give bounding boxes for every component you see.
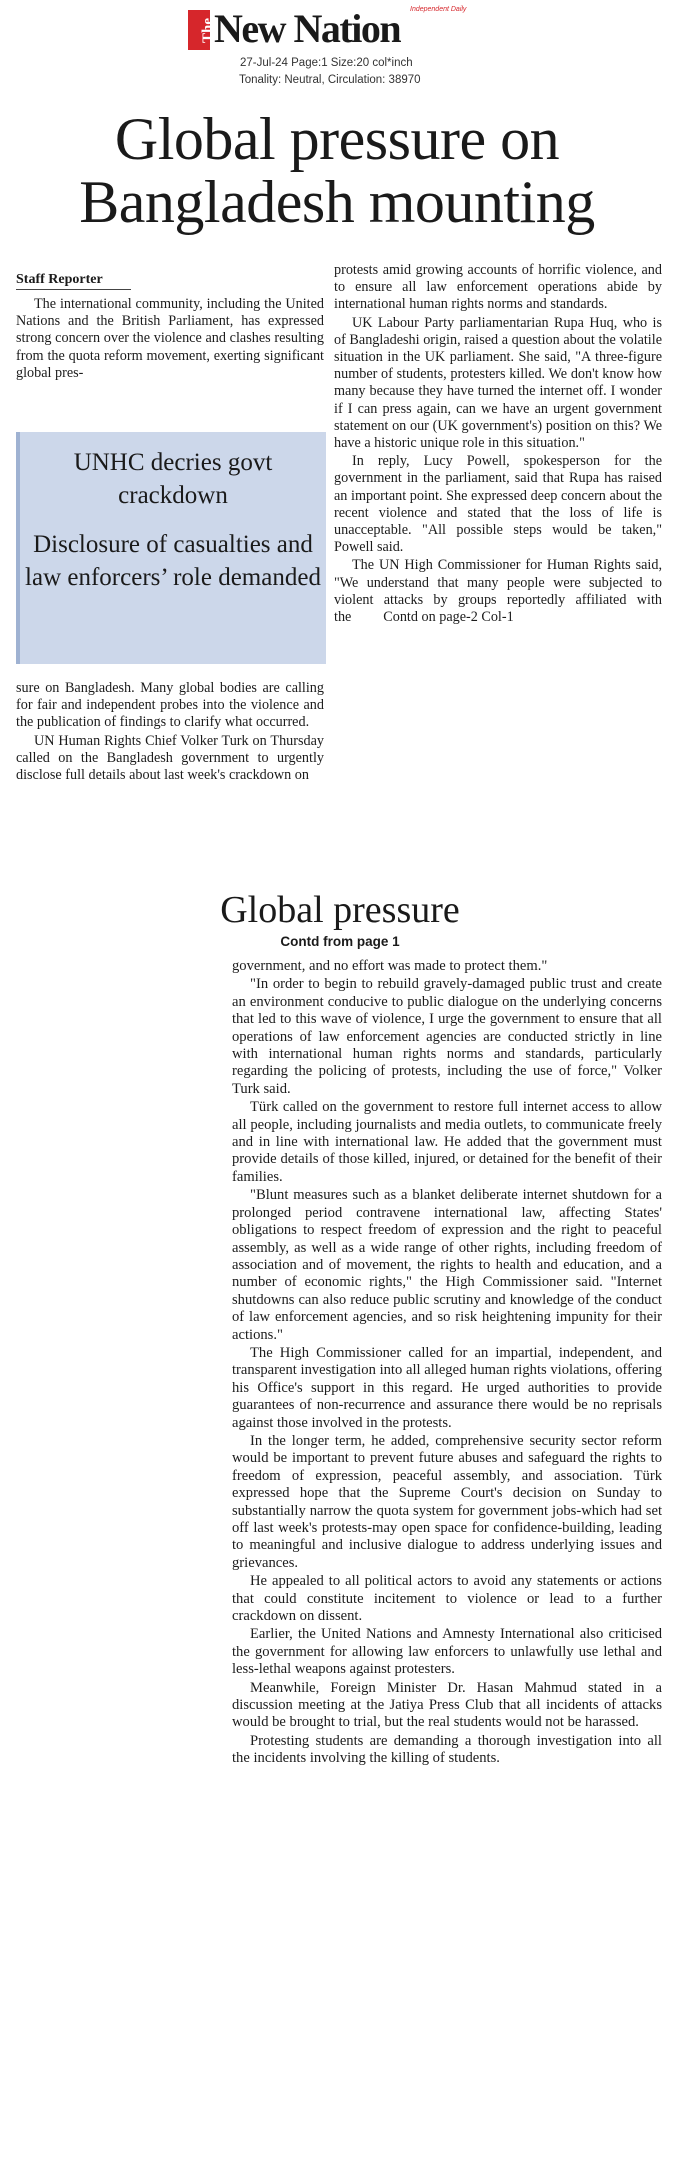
byline: Staff Reporter (16, 272, 103, 287)
headline-line1: Global pressure on (114, 106, 560, 172)
continuation-paragraph: Türk called on the government to restore full internet access to allow all people, including journalists and media outlets, to communicate freely and in line with international law. He added that the government must provide details of those killed, injured, or detained for the benefit of their families. (232, 1099, 662, 1185)
continuation-paragraph: In the longer term, he added, comprehensive security sector reform would be important to prevent future abuses and safeguard the rights to freedom of expression, peaceful assembly, and association. Türk expressed hope that the Supreme Court's decision on Sunday to substantially narrow the quota system for government jobs-which had set off last week's protests-may open space for confidence-building, leading to meaningful and inclusive dialogue to address underlying issues and grievances. (232, 1432, 662, 1571)
highlight-box (16, 432, 326, 664)
continuation-subtitle: Contd from page 1 (280, 934, 400, 949)
continuation-column (232, 958, 662, 1769)
masthead (188, 4, 488, 100)
masthead-tagline: Independent Daily (410, 6, 467, 13)
article-paragraph: UK Labour Party parliamentarian Rupa Huq, who is of Bangladeshi origin, raised a question about the volatile situation in the UK parliament. She said, "A three-figure number of students, protesters killed. We don't know how many because they have turned the internet off. I wonder if I can press again, can we have an urgent government statement on our (UK government's) position on this? We have a historic unique role in this situation." (334, 314, 662, 452)
masthead-name: New Nation (214, 6, 401, 51)
article-column-2 (334, 262, 662, 627)
article-column-1-bottom (16, 680, 324, 785)
headline (22, 108, 652, 234)
article-paragraph: The international community, including the United Nations and the British Parliament, has expressed strong concern over the violence and clashes resulting from the quota reform movement, exerting significant global pres- (16, 296, 324, 381)
byline-rule (16, 289, 131, 290)
article-paragraph: UN Human Rights Chief Volker Turk on Thursday called on the Bangladesh government to urgently disclose full details about last week's crackdown on (16, 732, 324, 784)
continuation-paragraph: Meanwhile, Foreign Minister Dr. Hasan Mahmud stated in a discussion meeting at the Jatiya Press Club that all incidents of attacks would be brought to trial, but the real students would not be harassed. (232, 1679, 662, 1731)
continuation-paragraph: The High Commissioner called for an impartial, independent, and transparent investigation into all alleged human rights violations, offering his Office's support in this regard. He urged authorities to provide guarantees of non-recurrence and assurance there would be no reprisals against those involved in the protests. (232, 1344, 662, 1431)
clipping-meta-date: 27-Jul-24 Page:1 Size:20 col*inch (240, 57, 413, 69)
continuation-paragraph: Earlier, the United Nations and Amnesty International also criticised the government for allowing law enforcers to unlawfully use lethal and less-lethal weapons against protesters. (232, 1626, 662, 1678)
highlight-line-2: Disclosure of casualties and law enforcers’ role demanded (25, 531, 321, 591)
continuation-paragraph: Protesting students are demanding a thorough investigation into all the incidents involving the killing of students. (232, 1732, 662, 1767)
continuation-paragraph: government, and no effort was made to protect them." (232, 958, 548, 974)
highlight-line-1: UNHC decries govt crackdown (73, 449, 273, 509)
article-paragraph: In reply, Lucy Powell, spokesperson for the government in the parliament, said that Rupa has raised an important point. She expressed deep concern about the recent violence and stated that the loss of life is unacceptable. "All possible steps would be taken," Powell said. (334, 453, 662, 556)
clipping-meta-tonality: Tonality: Neutral, Circulation: 38970 (239, 74, 421, 86)
continuation-title: Global pressure (220, 889, 460, 931)
continued-note: Contd on page-2 Col-1 (383, 609, 514, 626)
continuation-paragraph: He appealed to all political actors to avoid any statements or actions that could constitute incitement to violence or lead to a further crackdown on dissent. (232, 1573, 662, 1625)
headline-line2: Bangladesh mounting (79, 169, 595, 235)
continuation-paragraph: "Blunt measures such as a blanket deliberate internet shutdown for a prolonged period contravene international law, affecting States' obligations to respect freedom of expression and the right to peaceful assembly, as well as a wide range of other rights, including freedom of association and of movement, the rights to health and education, and a number of economic rights," the High Commissioner said. "Internet shutdowns can also reduce public scrutiny and knowledge of the conduct of law enforcement agencies, and so risk heightening impunity for their actions." (232, 1187, 662, 1343)
article-paragraph (334, 557, 662, 626)
masthead-the: The (188, 10, 210, 50)
continuation-paragraph: "In order to begin to rebuild gravely-damaged public trust and create an environment conducive to public dialogue on the underlying concerns that led to this wave of violence, I urge the government to ensure that all operations of law enforcement agencies are conducted strictly in line with international human rights norms and standards, particularly regarding the policing of protests, including the use of force," Volker Turk said. (232, 976, 662, 1097)
article-paragraph: protests amid growing accounts of horrific violence, and to ensure all law enforcement operations abide by international human rights norms and standards. (334, 262, 662, 313)
article-paragraph-text: The UN High Commissioner for Human Rights said, "We understand that many people were subjected to violent attacks by groups reportedly affiliated with the (334, 557, 662, 626)
article-paragraph: sure on Bangladesh. Many global bodies are calling for fair and independent probes into the violence and the publication of findings to clarify what occurred. (16, 680, 324, 731)
article-column-1-top (16, 296, 324, 383)
